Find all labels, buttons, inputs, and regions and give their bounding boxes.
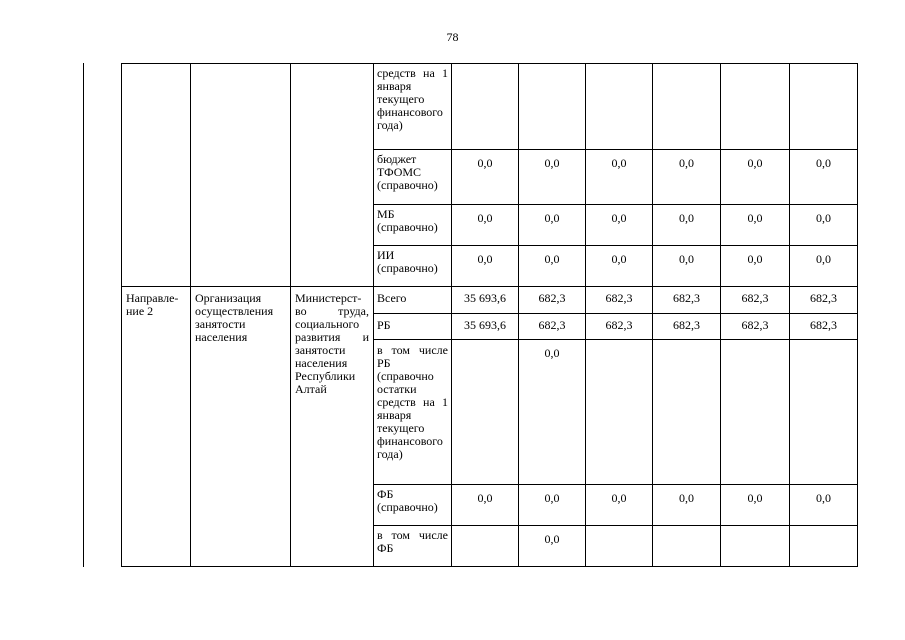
funding-source-cell <box>374 246 452 287</box>
executor-line: развития и <box>295 330 369 344</box>
value-cell <box>721 526 790 567</box>
value-cell: 0,0 <box>721 485 790 526</box>
value-cell: 0,0 <box>653 485 721 526</box>
measure-name-cell <box>191 287 291 567</box>
source-line: (справочно) <box>377 261 438 275</box>
source-line: текущего <box>377 92 425 106</box>
executor-line: Министерст- <box>295 291 362 305</box>
value-cell <box>452 340 519 485</box>
source-line: средств на 1 <box>377 395 448 409</box>
value-cell: 682,3 <box>790 314 858 340</box>
funding-source-cell <box>374 287 452 314</box>
value-cell: 35 693,6 <box>452 287 519 314</box>
page-number: 78 <box>446 30 459 44</box>
value-cell <box>586 526 653 567</box>
value-cell <box>790 526 858 567</box>
source-line: текущего <box>377 421 425 435</box>
value-cell: 0,0 <box>519 526 586 567</box>
source-line: Всего <box>377 291 407 305</box>
value-cell: 0,0 <box>519 246 586 287</box>
executor-line: Республики <box>295 369 356 383</box>
value-cell: 0,0 <box>653 246 721 287</box>
source-line: в том числе <box>377 528 448 542</box>
table-row <box>122 287 858 314</box>
funding-source-cell <box>374 205 452 246</box>
value-cell <box>653 526 721 567</box>
source-line: (справочно) <box>377 500 438 514</box>
value-cell: 0,0 <box>586 485 653 526</box>
measure-name-line: осуществления <box>195 304 274 318</box>
funding-source-cell <box>374 314 452 340</box>
source-line: остатки <box>377 382 417 396</box>
value-cell <box>452 526 519 567</box>
value-cell: 682,3 <box>721 314 790 340</box>
value-cell: 0,0 <box>519 340 586 485</box>
value-cell <box>452 64 519 150</box>
value-cell <box>653 64 721 150</box>
value-cell: 0,0 <box>790 246 858 287</box>
source-line: ФБ <box>377 487 394 501</box>
funding-source-cell <box>374 150 452 205</box>
source-line: РБ <box>377 356 391 370</box>
funding-source-cell <box>374 64 452 150</box>
value-cell: 0,0 <box>586 150 653 205</box>
source-line: бюджет <box>377 152 417 166</box>
funding-source-cell <box>374 340 452 485</box>
name-cell-empty <box>191 64 291 287</box>
measure-name-line: населения <box>195 330 248 344</box>
executor-line: социального <box>295 317 360 331</box>
value-cell: 0,0 <box>721 205 790 246</box>
source-line: финансового <box>377 434 443 448</box>
direction-label-line: Направле- <box>126 291 179 305</box>
value-cell: 0,0 <box>721 150 790 205</box>
value-cell: 0,0 <box>790 150 858 205</box>
value-cell: 0,0 <box>452 150 519 205</box>
measure-name-line: занятости <box>195 317 246 331</box>
value-cell: 682,3 <box>519 287 586 314</box>
value-cell: 682,3 <box>653 314 721 340</box>
value-cell: 0,0 <box>790 205 858 246</box>
source-line: в том числе <box>377 343 448 357</box>
value-cell: 682,3 <box>586 314 653 340</box>
value-cell: 0,0 <box>452 246 519 287</box>
source-line: года) <box>377 118 403 132</box>
value-cell <box>653 340 721 485</box>
value-cell <box>519 64 586 150</box>
funding-source-cell <box>374 485 452 526</box>
value-cell: 682,3 <box>653 287 721 314</box>
source-line: РБ <box>377 318 391 332</box>
value-cell: 35 693,6 <box>452 314 519 340</box>
value-cell: 0,0 <box>653 205 721 246</box>
source-line: (справочно <box>377 369 434 383</box>
source-line: средств на 1 <box>377 66 448 80</box>
source-line: года) <box>377 447 403 461</box>
left-margin-rule <box>83 63 84 567</box>
value-cell: 0,0 <box>452 205 519 246</box>
source-line: финансового <box>377 105 443 119</box>
value-cell <box>586 340 653 485</box>
value-cell <box>790 340 858 485</box>
table-row <box>122 64 858 150</box>
value-cell: 0,0 <box>519 205 586 246</box>
value-cell: 0,0 <box>586 246 653 287</box>
value-cell <box>721 340 790 485</box>
value-cell: 0,0 <box>790 485 858 526</box>
executor-cell-empty <box>291 64 374 287</box>
executor-line: во труда, <box>295 304 369 318</box>
value-cell: 682,3 <box>790 287 858 314</box>
value-cell: 682,3 <box>519 314 586 340</box>
value-cell: 0,0 <box>519 150 586 205</box>
source-line: (справочно) <box>377 220 438 234</box>
source-line: (справочно) <box>377 178 438 192</box>
value-cell: 682,3 <box>721 287 790 314</box>
value-cell: 0,0 <box>519 485 586 526</box>
source-line: ИИ <box>377 248 395 262</box>
direction-label-cell <box>122 287 191 567</box>
direction-label-line: ние 2 <box>126 304 154 318</box>
value-cell: 0,0 <box>452 485 519 526</box>
source-line: МБ <box>377 207 395 221</box>
measure-name-line: Организация <box>195 291 262 305</box>
value-cell: 682,3 <box>586 287 653 314</box>
executor-line: Алтай <box>295 382 327 396</box>
source-line: января <box>377 79 412 93</box>
executor-line: населения <box>295 356 348 370</box>
executor-line: занятости <box>295 343 346 357</box>
value-cell <box>721 64 790 150</box>
executor-cell <box>291 287 374 567</box>
funding-source-cell <box>374 526 452 567</box>
source-line: ФБ <box>377 541 394 555</box>
source-line: января <box>377 408 412 422</box>
direction-cell-empty <box>122 64 191 287</box>
value-cell <box>790 64 858 150</box>
value-cell: 0,0 <box>653 150 721 205</box>
value-cell: 0,0 <box>721 246 790 287</box>
value-cell: 0,0 <box>586 205 653 246</box>
value-cell <box>586 64 653 150</box>
source-line: ТФОМС <box>377 165 422 179</box>
budget-table <box>121 63 858 567</box>
